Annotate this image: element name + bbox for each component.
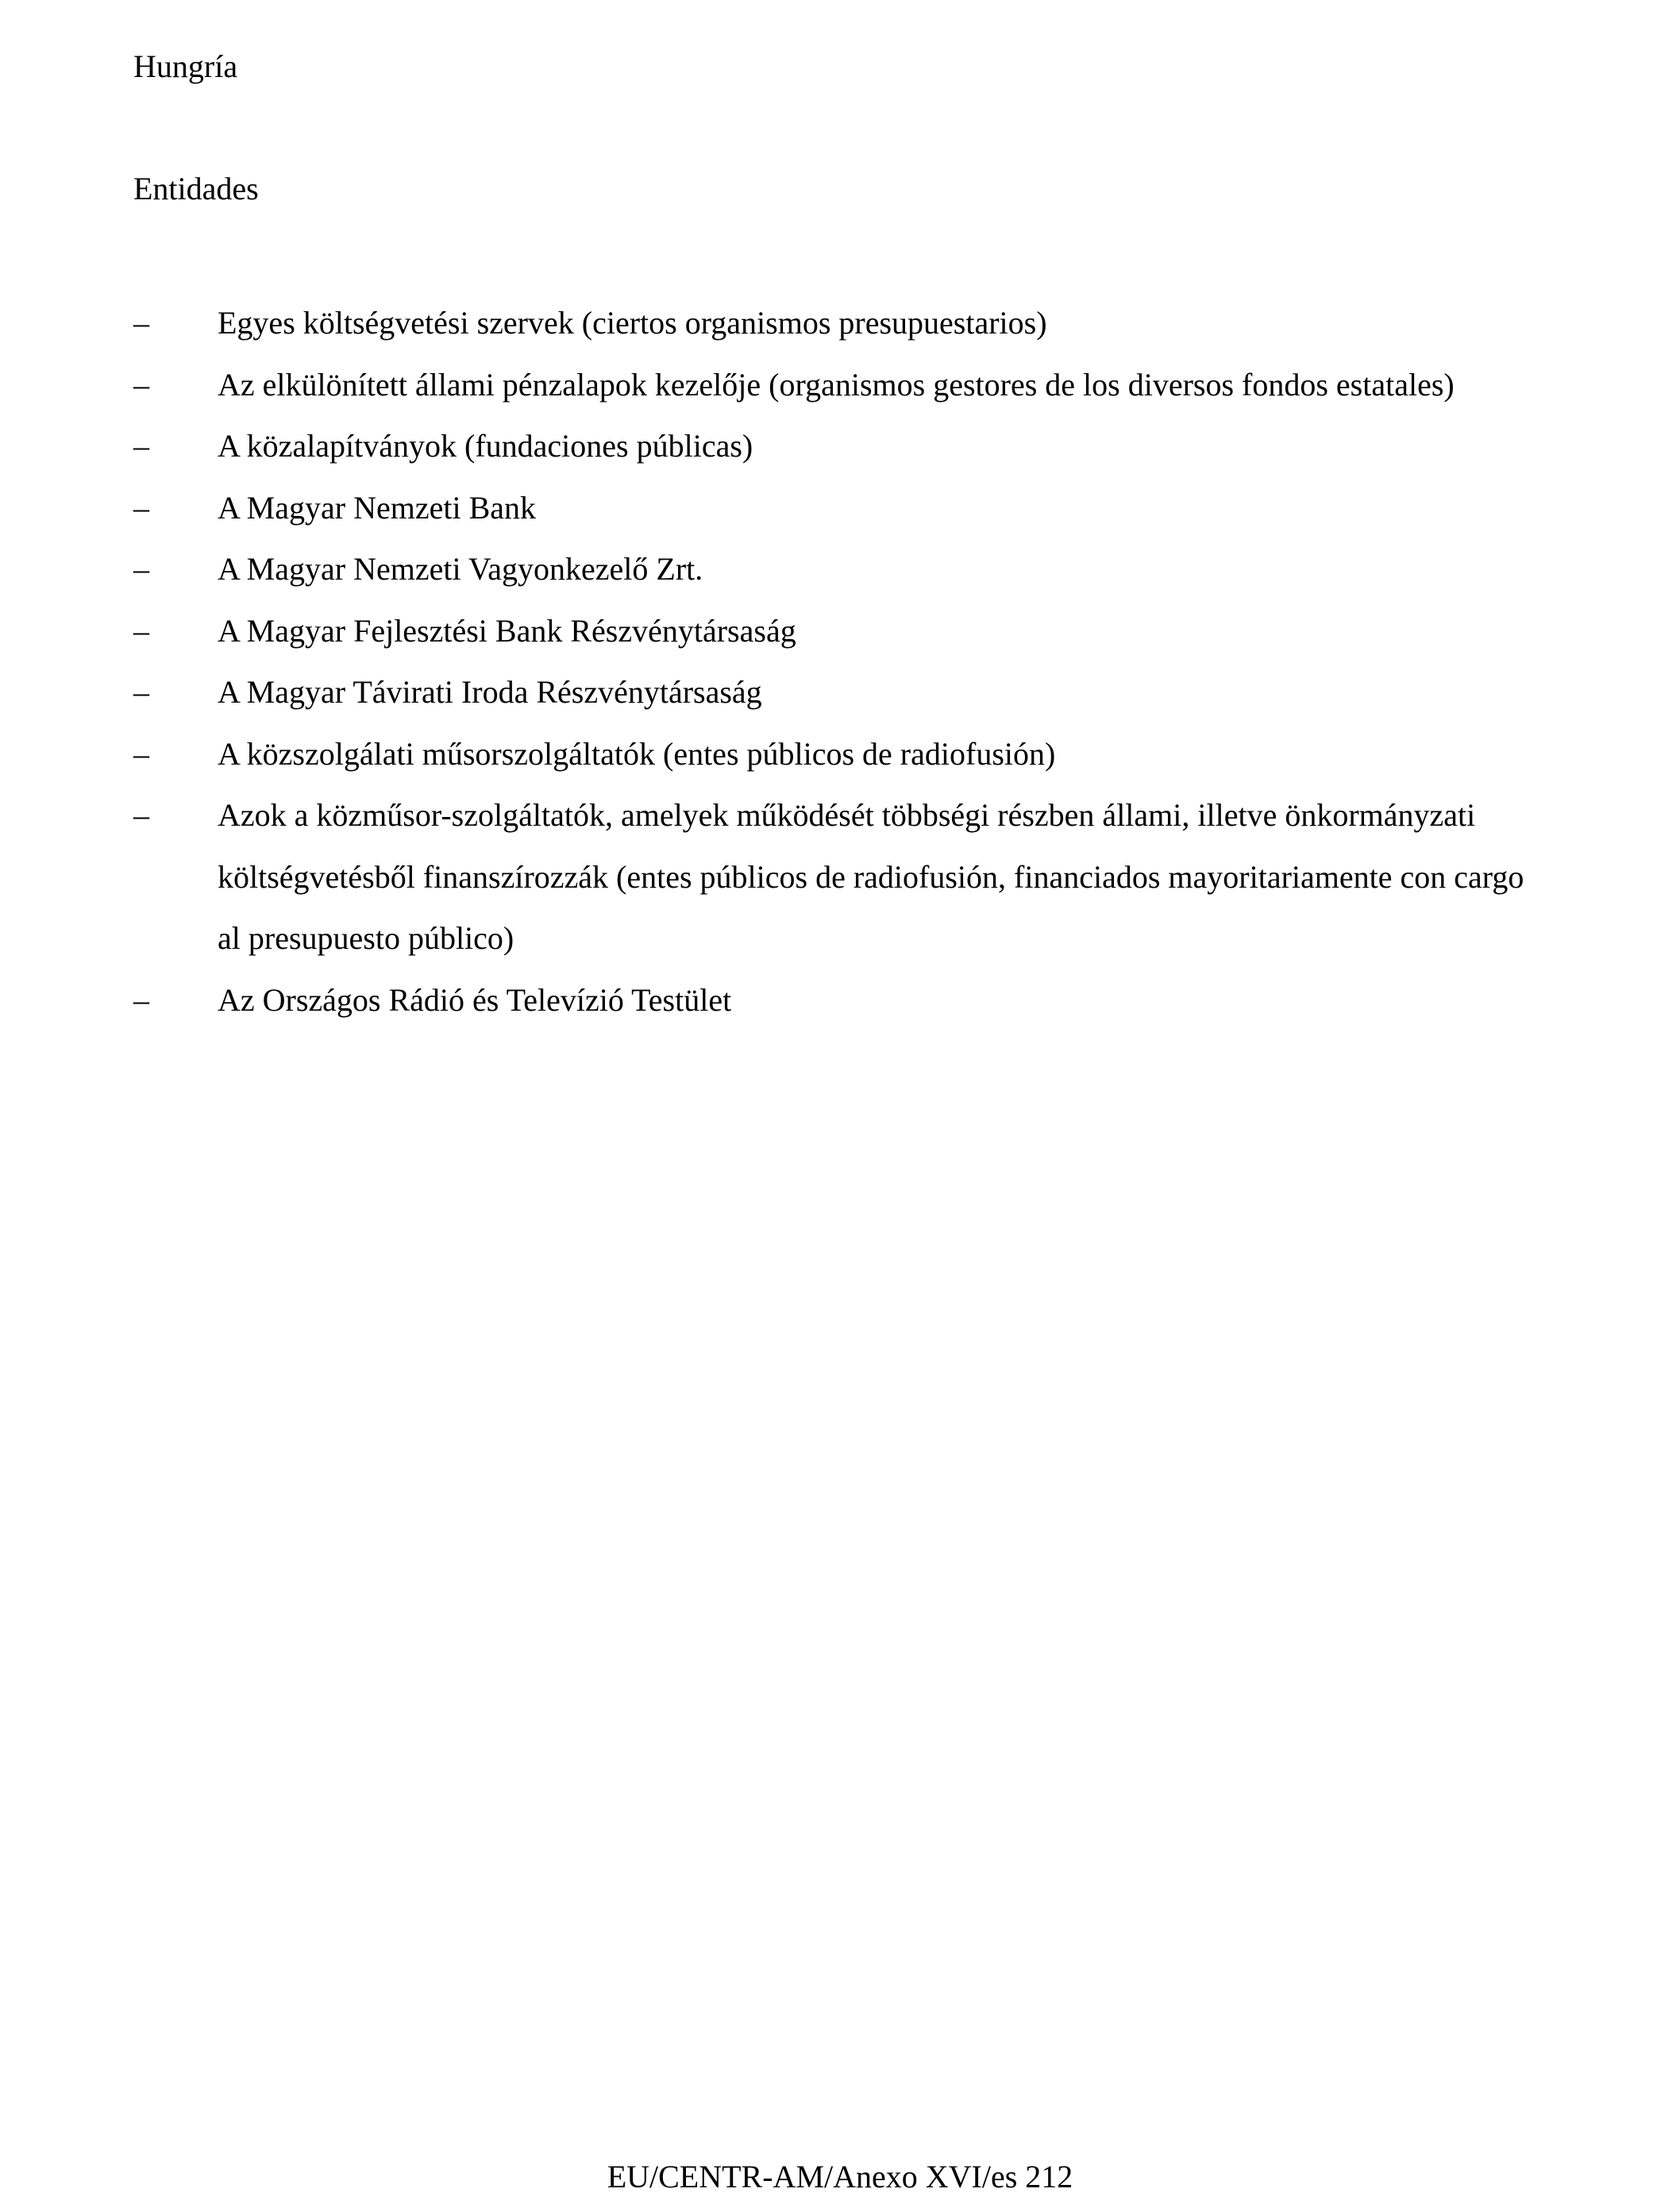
list-item xyxy=(133,723,1547,785)
entities-heading: Entidades xyxy=(133,171,259,206)
list-item xyxy=(133,415,1547,477)
list-dash: – xyxy=(133,366,149,403)
list-dash: – xyxy=(133,428,149,464)
list-dash: – xyxy=(133,612,149,649)
list-item xyxy=(133,354,1547,416)
list-dash: – xyxy=(133,735,149,772)
list-item-text: Azok a közműsor-szolgáltatók, amelyek működését többségi részben állami, illetve önkormányzati költségvetésből finanszírozzák (entes públicos de radiofusión, financiados mayoritariamente con cargo al presupuesto público) xyxy=(218,797,1524,956)
list-dash: – xyxy=(133,305,149,341)
list-item xyxy=(133,477,1547,539)
list-item-text: A Magyar Távirati Iroda Részvénytársaság xyxy=(218,674,762,710)
list-item xyxy=(133,969,1547,1031)
list-item-text: Egyes költségvetési szervek (ciertos organismos presupuestarios) xyxy=(218,305,1047,341)
list-item-text: A közszolgálati műsorszolgáltatók (entes públicos de radiofusión) xyxy=(218,735,1056,772)
list-item-text: A közalapítványok (fundaciones públicas) xyxy=(218,428,753,464)
list-dash: – xyxy=(133,489,149,526)
list-item xyxy=(133,784,1547,969)
list-item xyxy=(133,538,1547,600)
list-item xyxy=(133,600,1547,662)
entity-list xyxy=(133,292,1547,1031)
list-dash: – xyxy=(133,981,149,1018)
list-item-text: A Magyar Nemzeti Vagyonkezelő Zrt. xyxy=(218,551,703,587)
country-heading: Hungría xyxy=(133,48,238,84)
list-dash: – xyxy=(133,674,149,710)
list-dash: – xyxy=(133,551,149,587)
page-footer: EU/CENTR-AM/Anexo XVI/es 212 xyxy=(607,2159,1073,2194)
list-item xyxy=(133,661,1547,723)
list-item-text: A Magyar Fejlesztési Bank Részvénytársaság xyxy=(218,612,796,649)
list-dash: – xyxy=(133,797,149,833)
list-item-text: A Magyar Nemzeti Bank xyxy=(218,489,536,526)
list-item-text: Az elkülönített állami pénzalapok kezelője (organismos gestores de los diversos fondos estatales) xyxy=(218,366,1455,403)
list-item-text: Az Országos Rádió és Televízió Testület xyxy=(218,981,732,1018)
list-item xyxy=(133,292,1547,354)
